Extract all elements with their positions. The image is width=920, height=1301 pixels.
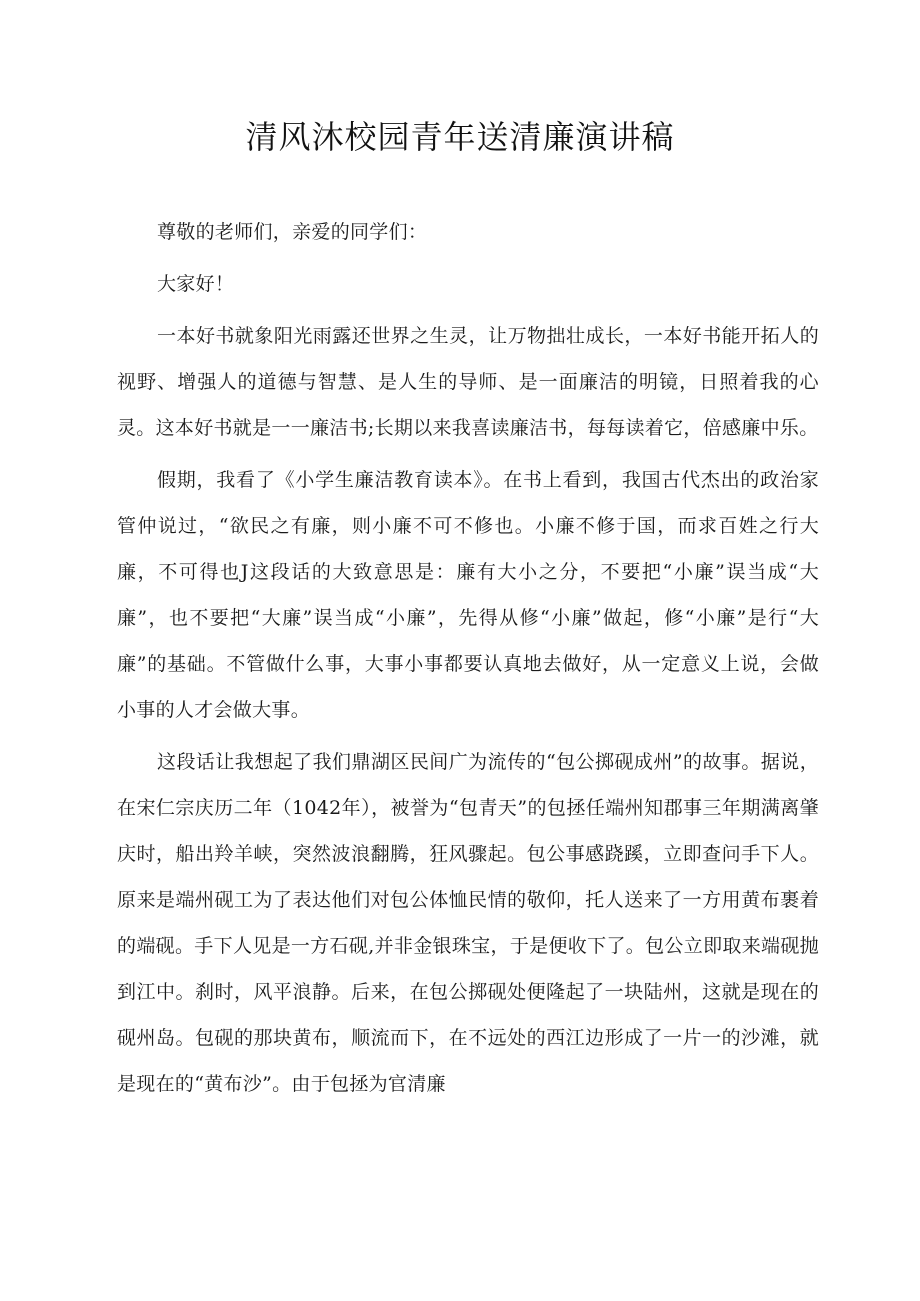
body-paragraph: 一本好书就象阳光雨露还世界之生灵，让万物拙壮成长，一本好书能开拓人的视野、增强人的道德与智慧、是人生的导师、是一面廉洁的明镜，日照着我的心灵。这本好书就是一一廉洁书;长期以来我喜读廉洁书，每每读着它，倍感廉中乐。 xyxy=(117,325,819,439)
body-paragraph: 这段话让我想起了我们鼎湖区民间广为流传的“包公掷砚成州”的故事。据说，在宋仁宗庆历二年（1042年），被誉为“包青天”的包拯任端州知郡事三年期满离肇庆时，船出羚羊峡，突然波浪翻腾，狂风骤起。包公事感跷蹊，立即查问手下人。原来是端州砚工为了表达他们对包公体恤民情的敬仰，托人送来了一方用黄布裹着的端砚。手下人见是一方石砚,并非金银珠宝，于是便收下了。包公立即取来端砚抛到江中。刹时，风平浪静。后来，在包公掷砚处便隆起了一块陆州，这就是现在的砚州岛。包砚的那块黄布，顺流而下，在不远处的西江边形成了一片一的沙滩，就是现在的“黄布沙”。由于包拯为官清廉 xyxy=(117,751,819,1095)
salutation-paragraph: 尊敬的老师们，亲爱的同学们： xyxy=(157,221,428,243)
document-body xyxy=(117,209,819,1113)
document-title: 清风沐校园青年送清廉演讲稿 xyxy=(245,118,675,156)
greeting-paragraph: 大家好！ xyxy=(157,273,235,295)
body-paragraph: 假期，我看了《小学生廉洁教育读本》。在书上看到，我国古代杰出的政治家管仲说过，“欲民之有廉，则小廉不可不修也。小廉不修于国，而求百姓之行大廉，不可得也J这段话的大致意思是：廉有大小之分，不要把“小廉”误当成“大廉”，也不要把“大廉”误当成“小廉”，先得从修“小廉”做起，修“小廉”是行“大廉”的基础。不管做什么事，大事小事都要认真地去做好，从一定意义上说，会做小事的人才会做大事。 xyxy=(117,469,819,721)
